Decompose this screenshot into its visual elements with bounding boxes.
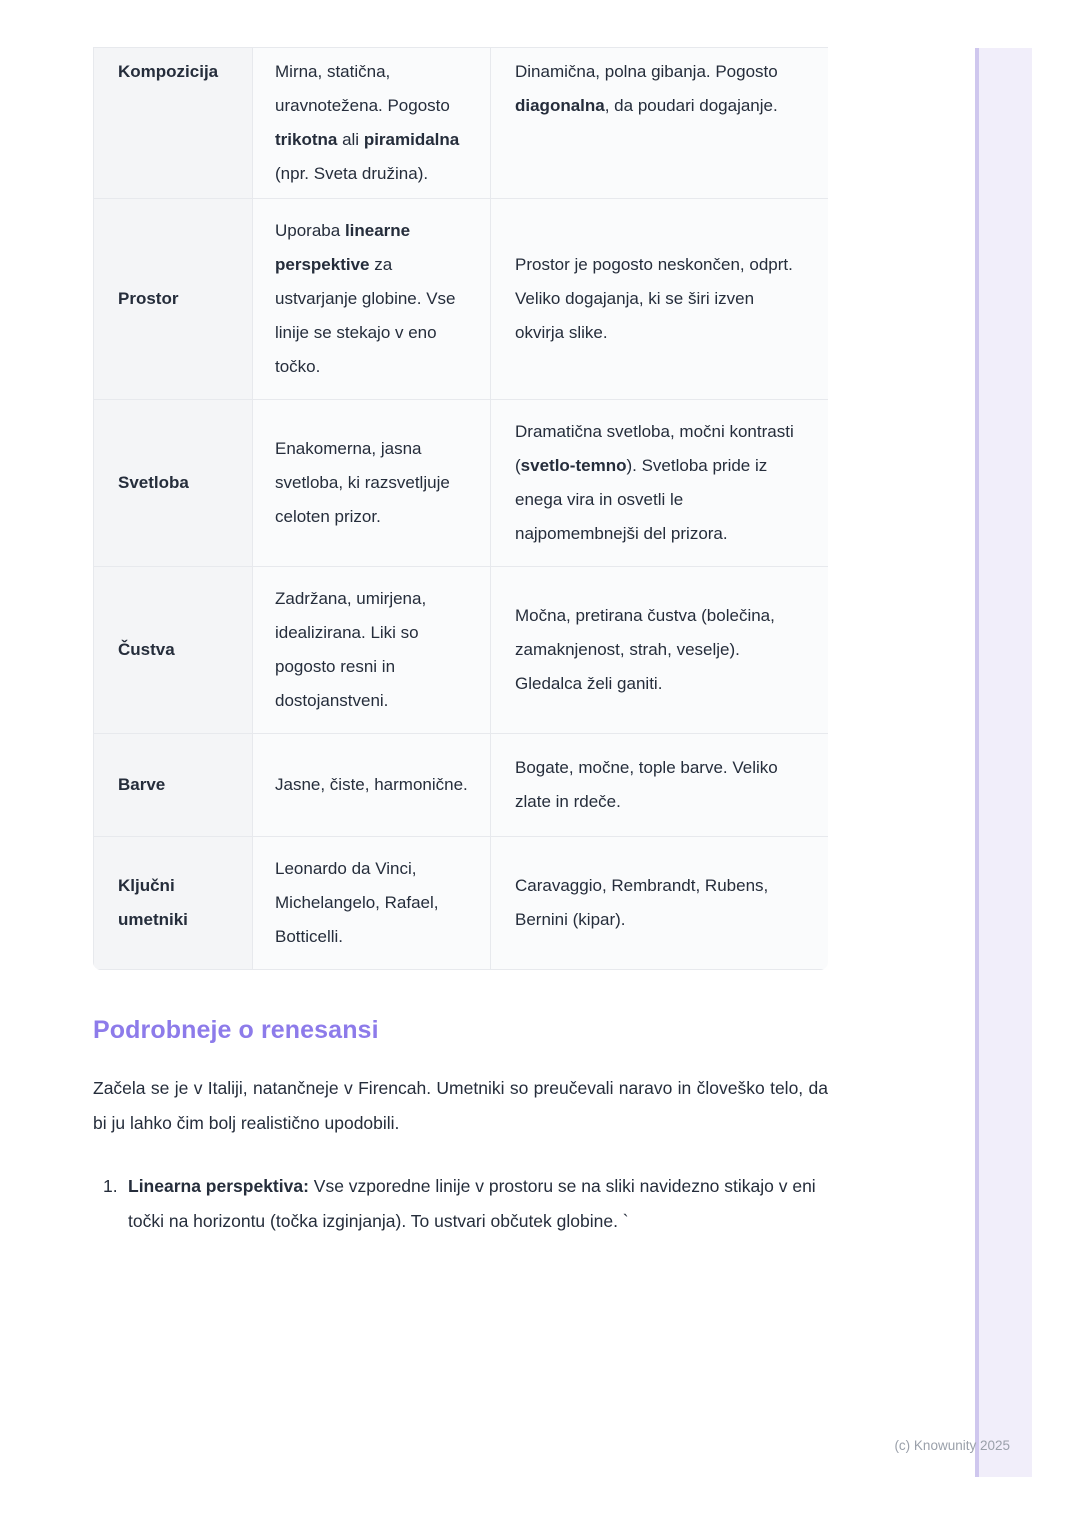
renaissance-cell: Uporaba linearne perspektive za ustvarjanje globine. Vse linije se stekajo v eno točko. xyxy=(253,199,491,400)
row-label: Kompozicija xyxy=(94,48,253,199)
baroque-cell: Bogate, močne, tople barve. Veliko zlate in rdeče. xyxy=(491,734,829,837)
baroque-cell: Caravaggio, Rembrandt, Rubens, Bernini (kipar). xyxy=(491,837,829,970)
renaissance-cell: Jasne, čiste, harmonične. xyxy=(253,734,491,837)
row-label: Ključni umetniki xyxy=(94,837,253,970)
table-row xyxy=(94,567,829,734)
row-label: Svetloba xyxy=(94,400,253,567)
row-label: Barve xyxy=(94,734,253,837)
table-row xyxy=(94,199,829,400)
table-row xyxy=(94,734,829,837)
baroque-cell: Prostor je pogosto neskončen, odprt. Veliko dogajanja, ki se širi izven okvirja slike. xyxy=(491,199,829,400)
baroque-cell: Dinamična, polna gibanja. Pogosto diagonalna, da poudari dogajanje. xyxy=(491,48,829,199)
list-item-number: 1. xyxy=(103,1176,118,1196)
page-content xyxy=(93,47,828,1239)
numbered-list xyxy=(93,1169,828,1239)
list-item-text: Linearna perspektiva: Vse vzporedne linije v prostoru se na sliki navidezno stikajo v eni točki na horizontu (točka izginjanja). To ustvari občutek globine. ` xyxy=(128,1176,816,1231)
row-label: Čustva xyxy=(94,567,253,734)
intro-paragraph: Začela se je v Italiji, natančneje v Firencah. Umetniki so preučevali naravo in človeško telo, da bi ju lahko čim bolj realistično upodobili. xyxy=(93,1078,828,1133)
baroque-cell: Močna, pretirana čustva (bolečina, zamaknjenost, strah, veselje). Gledalca želi ganiti. xyxy=(491,567,829,734)
copyright-notice: (c) Knowunity 2025 xyxy=(894,1438,1010,1453)
renaissance-cell: Leonardo da Vinci, Michelangelo, Rafael, Botticelli. xyxy=(253,837,491,970)
renaissance-cell: Enakomerna, jasna svetloba, ki razsvetljuje celoten prizor. xyxy=(253,400,491,567)
renaissance-cell: Zadržana, umirjena, idealizirana. Liki so pogosto resni in dostojanstveni. xyxy=(253,567,491,734)
row-label: Prostor xyxy=(94,199,253,400)
table-row xyxy=(94,48,829,199)
renaissance-cell: Mirna, statična, uravnotežena. Pogosto trikotna ali piramidalna (npr. Sveta družina). xyxy=(253,48,491,199)
page-edge-strip xyxy=(975,48,1032,1477)
baroque-cell: Dramatična svetloba, močni kontrasti (svetlo-temno). Svetloba pride iz enega vira in osvetli le najpomembnejši del prizora. xyxy=(491,400,829,567)
table-row xyxy=(94,400,829,567)
comparison-table-wrapper xyxy=(93,47,828,970)
table-row xyxy=(94,837,829,970)
comparison-table xyxy=(93,47,828,970)
section-heading: Podrobneje o renesansi xyxy=(93,1016,379,1044)
list-item xyxy=(93,1169,828,1239)
